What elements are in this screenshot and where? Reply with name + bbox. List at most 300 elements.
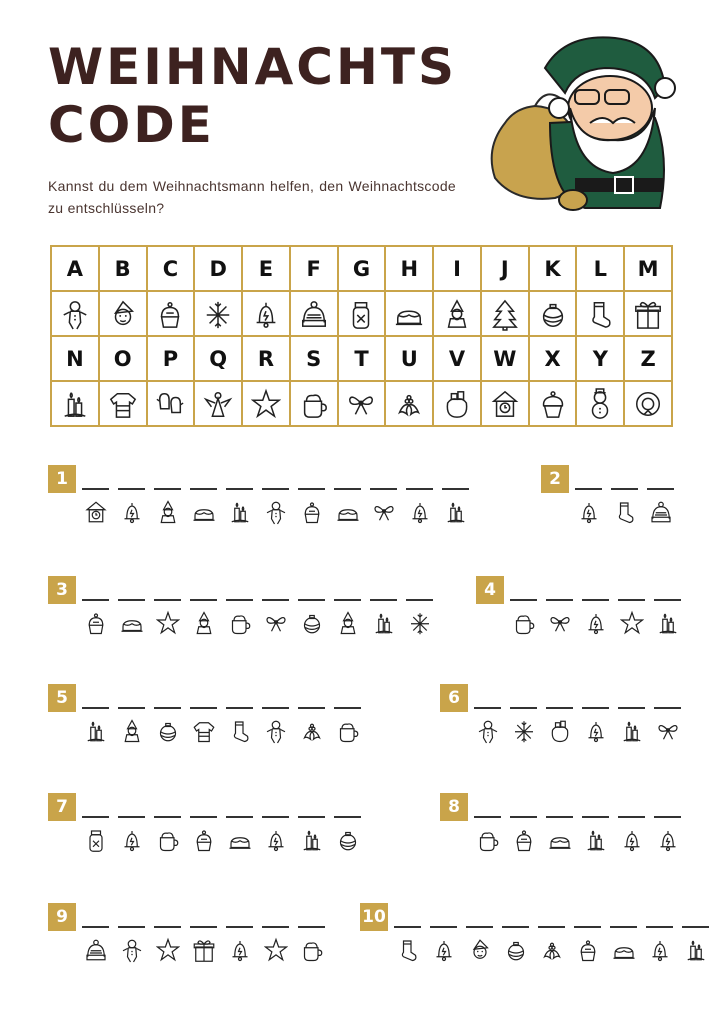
code-symbol (300, 717, 324, 745)
answer-blank[interactable] (190, 816, 217, 818)
cocoa-cup-icon (228, 609, 252, 637)
key-letter: L (593, 256, 608, 281)
key-letter: J (500, 256, 509, 281)
cake-icon (548, 826, 572, 854)
answer-blank[interactable] (226, 816, 253, 818)
code-symbol (84, 826, 108, 854)
key-icon-cell (290, 291, 338, 336)
answer-blank[interactable] (682, 926, 709, 928)
bell-icon (264, 826, 288, 854)
worksheet-title (48, 38, 457, 154)
beanie-icon (299, 297, 329, 331)
key-letter-cell (385, 336, 433, 381)
candles-icon (300, 826, 324, 854)
code-symbol (432, 936, 456, 964)
answer-blank[interactable] (538, 926, 565, 928)
key-letter: A (66, 256, 84, 281)
beanie-icon (84, 936, 108, 964)
key-icon-cell (147, 381, 195, 426)
code-symbol (228, 717, 252, 745)
gingerbread-icon (120, 936, 144, 964)
santa-figure-icon (442, 297, 472, 331)
stocking-icon (396, 936, 420, 964)
key-icon-cell (51, 291, 99, 336)
answer-blank[interactable] (82, 816, 109, 818)
candy-jar-icon (84, 826, 108, 854)
key-letter: B (114, 256, 131, 281)
answer-blank[interactable] (618, 816, 645, 818)
key-letter-cell (338, 336, 386, 381)
key-letter: U (400, 346, 418, 371)
key-icon-cell (529, 381, 577, 426)
key-icon-cell (290, 381, 338, 426)
candles-icon (584, 826, 608, 854)
key-icon-cell (385, 381, 433, 426)
answer-blank[interactable] (510, 599, 537, 601)
key-letter-cell (481, 336, 529, 381)
answer-blank[interactable] (546, 816, 573, 818)
key-icon-cell (433, 381, 481, 426)
answer-blank[interactable] (226, 707, 253, 709)
answer-blank[interactable] (546, 707, 573, 709)
bell-icon (228, 936, 252, 964)
santa-figure-icon (192, 609, 216, 637)
cocoa-cup-icon (300, 936, 324, 964)
key-icon-cell (624, 381, 672, 426)
gingerbread-icon (60, 297, 90, 331)
answer-blank[interactable] (394, 926, 421, 928)
star-icon (156, 936, 180, 964)
answer-blank[interactable] (154, 599, 181, 601)
answer-blank[interactable] (370, 488, 397, 490)
key-letter: S (306, 346, 322, 371)
answer-blank[interactable] (118, 488, 145, 490)
answer-blank[interactable] (610, 926, 637, 928)
puzzle-number-badge: 7 (48, 793, 76, 821)
beanie-icon (649, 498, 673, 526)
code-symbol (228, 826, 252, 854)
holly-icon (394, 387, 424, 421)
code-symbol (120, 936, 144, 964)
key-icon-cell (242, 291, 290, 336)
answer-blank[interactable] (190, 488, 217, 490)
santa-figure-icon (156, 498, 180, 526)
bell-icon (584, 717, 608, 745)
code-symbol (156, 936, 180, 964)
cake-icon (192, 498, 216, 526)
answer-blank[interactable] (298, 488, 325, 490)
code-symbol (84, 498, 108, 526)
answer-blank[interactable] (618, 707, 645, 709)
answer-blank[interactable] (190, 707, 217, 709)
answer-blank[interactable] (510, 816, 537, 818)
answer-blank[interactable] (647, 488, 674, 490)
candles-icon (444, 498, 468, 526)
answer-blank[interactable] (118, 816, 145, 818)
star-icon (264, 936, 288, 964)
title-line-1: WEIHNACHTS (48, 38, 457, 96)
key-letter-cell (576, 336, 624, 381)
answer-blank[interactable] (82, 926, 109, 928)
code-symbol (612, 936, 636, 964)
key-icon-cell (99, 381, 147, 426)
snowflake-icon (512, 717, 536, 745)
answer-blank[interactable] (406, 599, 433, 601)
bell-icon (648, 936, 672, 964)
key-letter-cell (433, 246, 481, 291)
code-symbol (656, 826, 680, 854)
answer-blank[interactable] (474, 707, 501, 709)
santa-figure-icon (336, 609, 360, 637)
code-symbol (264, 826, 288, 854)
answer-blank[interactable] (262, 926, 289, 928)
key-letter-cell (99, 336, 147, 381)
answer-blank[interactable] (226, 926, 253, 928)
key-letter: G (352, 256, 371, 281)
code-symbol (228, 498, 252, 526)
code-symbol (620, 717, 644, 745)
code-symbol (192, 498, 216, 526)
ornament-icon (336, 826, 360, 854)
code-symbol (576, 936, 600, 964)
key-letter: I (453, 256, 461, 281)
key-letter-cell (624, 246, 672, 291)
answer-blank[interactable] (298, 707, 325, 709)
answer-blank[interactable] (334, 599, 361, 601)
intro-text: Kannst du dem Weihnachtsmann helfen, den Weihnachtscode zu entschlüsseln? (48, 178, 456, 216)
answer-blank[interactable] (334, 707, 361, 709)
bow-icon (346, 387, 376, 421)
code-symbol (192, 717, 216, 745)
code-symbol (84, 717, 108, 745)
answer-blank[interactable] (502, 926, 529, 928)
key-letter-cell (147, 336, 195, 381)
code-symbol (336, 717, 360, 745)
bell-icon (577, 498, 601, 526)
code-symbol (156, 826, 180, 854)
answer-blank[interactable] (118, 707, 145, 709)
code-symbol (468, 936, 492, 964)
code-symbol (408, 609, 432, 637)
elf-icon (468, 936, 492, 964)
key-letter: V (448, 346, 466, 371)
key-icon-cell (194, 381, 242, 426)
cocoa-cup-icon (476, 826, 500, 854)
code-symbol (584, 826, 608, 854)
code-symbol (584, 717, 608, 745)
stocking-icon (228, 717, 252, 745)
code-symbol (648, 936, 672, 964)
cake-icon (120, 609, 144, 637)
key-letter: Q (209, 346, 228, 371)
key-letter: W (493, 346, 517, 371)
cocoa-cup-icon (336, 717, 360, 745)
code-symbol (548, 717, 572, 745)
gingerbread-icon (264, 717, 288, 745)
holly-icon (540, 936, 564, 964)
cocoa-cup-icon (156, 826, 180, 854)
key-letter-cell (99, 246, 147, 291)
ornament-icon (156, 717, 180, 745)
code-symbol (300, 498, 324, 526)
cuckoo-clock-icon (84, 498, 108, 526)
code-symbol (684, 936, 708, 964)
snowflake-icon (203, 297, 233, 331)
code-symbol (120, 826, 144, 854)
puzzle-number-badge: 8 (440, 793, 468, 821)
code-symbol (540, 936, 564, 964)
code-symbol (620, 609, 644, 637)
code-symbol (300, 826, 324, 854)
key-letter-cell (529, 246, 577, 291)
star-icon (620, 609, 644, 637)
answer-blank[interactable] (154, 816, 181, 818)
cupcake-hat-icon (155, 297, 185, 331)
puzzle-number-badge: 2 (541, 465, 569, 493)
answer-blank[interactable] (582, 816, 609, 818)
answer-blank[interactable] (474, 816, 501, 818)
bow-icon (372, 498, 396, 526)
key-letter-cell (51, 336, 99, 381)
code-symbol (656, 609, 680, 637)
code-symbol (649, 498, 673, 526)
sweater-icon (192, 717, 216, 745)
bell-icon (408, 498, 432, 526)
stocking-icon (613, 498, 637, 526)
key-letter-cell (242, 336, 290, 381)
candles-icon (620, 717, 644, 745)
sweater-icon (108, 387, 138, 421)
key-letter-cell (433, 336, 481, 381)
answer-blank[interactable] (582, 599, 609, 601)
code-symbol (512, 609, 536, 637)
candles-icon (684, 936, 708, 964)
answer-blank[interactable] (575, 488, 602, 490)
code-symbol (336, 826, 360, 854)
puzzle-number-badge: 5 (48, 684, 76, 712)
answer-blank[interactable] (190, 599, 217, 601)
answer-blank[interactable] (82, 599, 109, 601)
key-icon-cell (338, 381, 386, 426)
answer-blank[interactable] (262, 707, 289, 709)
key-icon-cell (385, 291, 433, 336)
answer-blank[interactable] (654, 599, 681, 601)
key-icon-cell (576, 291, 624, 336)
code-symbol (336, 609, 360, 637)
key-icon-cell (624, 291, 672, 336)
star-icon (156, 609, 180, 637)
code-symbol (156, 609, 180, 637)
candy-jar-icon (346, 297, 376, 331)
code-symbol (264, 936, 288, 964)
answer-blank[interactable] (118, 599, 145, 601)
key-letter-cell (481, 246, 529, 291)
code-symbol (84, 609, 108, 637)
answer-blank[interactable] (334, 816, 361, 818)
key-icon-cell (576, 381, 624, 426)
answer-blank[interactable] (118, 926, 145, 928)
answer-blank[interactable] (154, 488, 181, 490)
key-letter: D (209, 256, 227, 281)
answer-blank[interactable] (226, 599, 253, 601)
answer-blank[interactable] (654, 707, 681, 709)
key-letter-cell (290, 246, 338, 291)
key-letter: E (258, 256, 274, 281)
answer-blank[interactable] (262, 599, 289, 601)
answer-blank[interactable] (82, 707, 109, 709)
key-letter-cell (576, 246, 624, 291)
code-symbol (372, 609, 396, 637)
key-letter: H (400, 256, 419, 281)
answer-blank[interactable] (154, 707, 181, 709)
answer-blank[interactable] (442, 488, 469, 490)
mittens-icon (155, 387, 185, 421)
code-symbol (156, 717, 180, 745)
key-letter: X (544, 346, 561, 371)
key-icon-cell (51, 381, 99, 426)
code-symbol (228, 936, 252, 964)
cupcake-hat-icon (300, 498, 324, 526)
key-icon-cell (242, 381, 290, 426)
bow-icon (548, 609, 572, 637)
ornament-icon (504, 936, 528, 964)
answer-blank[interactable] (654, 816, 681, 818)
muffin-icon (538, 387, 568, 421)
key-letter: M (637, 256, 659, 281)
code-symbol (512, 826, 536, 854)
bow-icon (656, 717, 680, 745)
answer-blank[interactable] (430, 926, 457, 928)
gift-icon (633, 297, 663, 331)
cipher-key-table (50, 245, 673, 427)
cupcake-hat-icon (84, 609, 108, 637)
code-symbol (192, 826, 216, 854)
key-letter-cell (242, 246, 290, 291)
key-icon-cell (481, 291, 529, 336)
answer-blank[interactable] (298, 926, 325, 928)
code-symbol (120, 609, 144, 637)
answer-blank[interactable] (611, 488, 638, 490)
answer-blank[interactable] (646, 926, 673, 928)
cupcake-hat-icon (576, 936, 600, 964)
answer-blank[interactable] (82, 488, 109, 490)
bell-icon (584, 609, 608, 637)
cuckoo-clock-icon (490, 387, 520, 421)
ornament-icon (300, 609, 324, 637)
puzzle-number-badge: 9 (48, 903, 76, 931)
answer-blank[interactable] (510, 707, 537, 709)
code-symbol (372, 498, 396, 526)
key-letter-cell (385, 246, 433, 291)
title-line-2: CODE (48, 96, 215, 154)
answer-blank[interactable] (582, 707, 609, 709)
answer-blank[interactable] (226, 488, 253, 490)
key-letter-cell (338, 246, 386, 291)
code-symbol (120, 717, 144, 745)
stocking-icon (585, 297, 615, 331)
code-symbol (396, 936, 420, 964)
puzzle-number-badge: 10 (360, 903, 388, 931)
answer-blank[interactable] (406, 488, 433, 490)
code-symbol (548, 609, 572, 637)
code-symbol (156, 498, 180, 526)
bell-icon (432, 936, 456, 964)
code-symbol (504, 936, 528, 964)
gingerbread-icon (476, 717, 500, 745)
key-letter-cell (529, 336, 577, 381)
angel-icon (203, 387, 233, 421)
answer-blank[interactable] (262, 816, 289, 818)
key-letter: F (306, 256, 321, 281)
cake-icon (228, 826, 252, 854)
code-symbol (84, 936, 108, 964)
code-symbol (336, 498, 360, 526)
answer-blank[interactable] (574, 926, 601, 928)
answer-blank[interactable] (546, 599, 573, 601)
cocoa-cup-icon (299, 387, 329, 421)
cake-icon (336, 498, 360, 526)
snowflake-icon (408, 609, 432, 637)
answer-blank[interactable] (262, 488, 289, 490)
code-symbol (192, 609, 216, 637)
candles-icon (372, 609, 396, 637)
bow-icon (264, 609, 288, 637)
candles-icon (656, 609, 680, 637)
bell-icon (656, 826, 680, 854)
sack-icon (442, 387, 472, 421)
cocoa-cup-icon (512, 609, 536, 637)
key-icon-cell (529, 291, 577, 336)
holly-icon (300, 717, 324, 745)
answer-blank[interactable] (298, 816, 325, 818)
answer-blank[interactable] (190, 926, 217, 928)
answer-blank[interactable] (618, 599, 645, 601)
christmas-tree-icon (490, 297, 520, 331)
bell-icon (120, 826, 144, 854)
key-icon-cell (433, 291, 481, 336)
key-letter: K (544, 256, 561, 281)
code-symbol (656, 717, 680, 745)
puzzle-number-badge: 3 (48, 576, 76, 604)
answer-blank[interactable] (298, 599, 325, 601)
answer-blank[interactable] (334, 488, 361, 490)
elf-icon (108, 297, 138, 331)
gingerbread-icon (264, 498, 288, 526)
key-icon-cell (338, 291, 386, 336)
key-icon-cell (147, 291, 195, 336)
key-letter-cell (194, 246, 242, 291)
key-letter: T (354, 346, 369, 371)
answer-blank[interactable] (466, 926, 493, 928)
key-letter-cell (624, 336, 672, 381)
santa-figure-icon (120, 717, 144, 745)
code-symbol (476, 717, 500, 745)
answer-blank[interactable] (154, 926, 181, 928)
cake-icon (394, 297, 424, 331)
code-symbol (264, 717, 288, 745)
code-symbol (120, 498, 144, 526)
key-letter: P (162, 346, 179, 371)
candles-icon (60, 387, 90, 421)
key-letter-cell (194, 336, 242, 381)
key-letter: N (66, 346, 84, 371)
bell-icon (620, 826, 644, 854)
bell-icon (120, 498, 144, 526)
cake-icon (612, 936, 636, 964)
answer-blank[interactable] (370, 599, 397, 601)
ornament-icon (538, 297, 568, 331)
key-icon-cell (481, 381, 529, 426)
